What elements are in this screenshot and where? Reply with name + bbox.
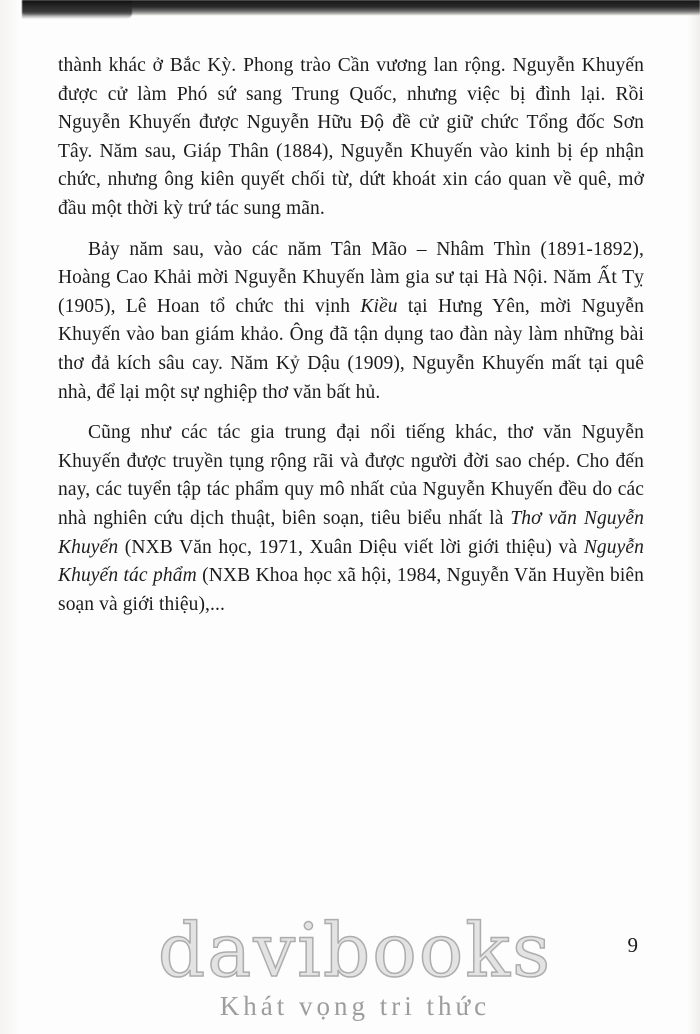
watermark bbox=[140, 908, 570, 1022]
page-footer bbox=[0, 894, 700, 1034]
paragraph bbox=[58, 419, 644, 619]
text-segment: thành khác ở Bắc Kỳ. Phong trào Cần vương lan rộng. Nguyễn Khuyến được cử làm Phó sứ sang Trung Quốc, nhưng việc bị đình lại. Rồi Nguyễn Khuyến được Nguyễn Hữu Độ đề cử giữ chức Tổng đốc Sơn Tây. Năm sau, Giáp Thân (1884), Nguyễn Khuyến vào kinh bị ép nhận chức, nhưng ông kiên quyết chối từ, dứt khoát xin cáo quan về quê, mở đầu một thời kỳ trứ tác sung mãn. bbox=[58, 55, 644, 219]
italic-text-segment: Nguyễn Khuyến tác phẩm bbox=[58, 536, 644, 587]
italic-text-segment: Thơ văn Nguyễn Khuyến bbox=[58, 507, 645, 558]
text-block bbox=[58, 52, 644, 631]
paragraph bbox=[58, 236, 644, 408]
text-segment: Cũng như các tác gia trung đại nổi tiếng khác, thơ văn Nguyễn Khuyến được truyền tụng rộng rãi và được người đời sao chép. Cho đến nay, các tuyển tập tác phẩm quy mô nhất của Nguyễn Khuyến đều do các nhà nghiên cứu dịch thuật, biên soạn, tiêu biểu nhất là bbox=[58, 422, 644, 529]
text-segment: (NXB Khoa học xã hội, 1984, Nguyễn Văn Huyền biên soạn và giới thiệu),... bbox=[58, 565, 644, 615]
text-segment: Bảy năm sau, vào các năm Tân Mão – Nhâm Thìn (1891-1892), Hoàng Cao Khải mời Nguyễn Khuyến làm gia sư tại Hà Nội. Năm Ất Tỵ (1905), Lê Hoan tổ chức thi vịnh bbox=[58, 238, 644, 317]
italic-text-segment: Kiều bbox=[360, 295, 398, 317]
page-number: 9 bbox=[627, 933, 638, 957]
scan-edge-top bbox=[22, 0, 700, 15]
paragraph bbox=[58, 52, 644, 224]
watermark-tagline: Khát vọng tri thức bbox=[219, 991, 491, 1021]
text-segment: tại Hưng Yên, mời Nguyễn Khuyến vào ban giám khảo. Ông đã tận dụng tao đàn này làm những bài thơ đả kích sâu cay. Năm Kỷ Dậu (1909), Nguyễn Khuyến mất tại quê nhà, để lại một sự nghiệp thơ văn bất hủ. bbox=[58, 295, 644, 403]
text-segment: (NXB Văn học, 1971, Xuân Diệu viết lời giới thiệu) và bbox=[118, 536, 584, 558]
watermark-logo: davibooks bbox=[157, 908, 553, 994]
